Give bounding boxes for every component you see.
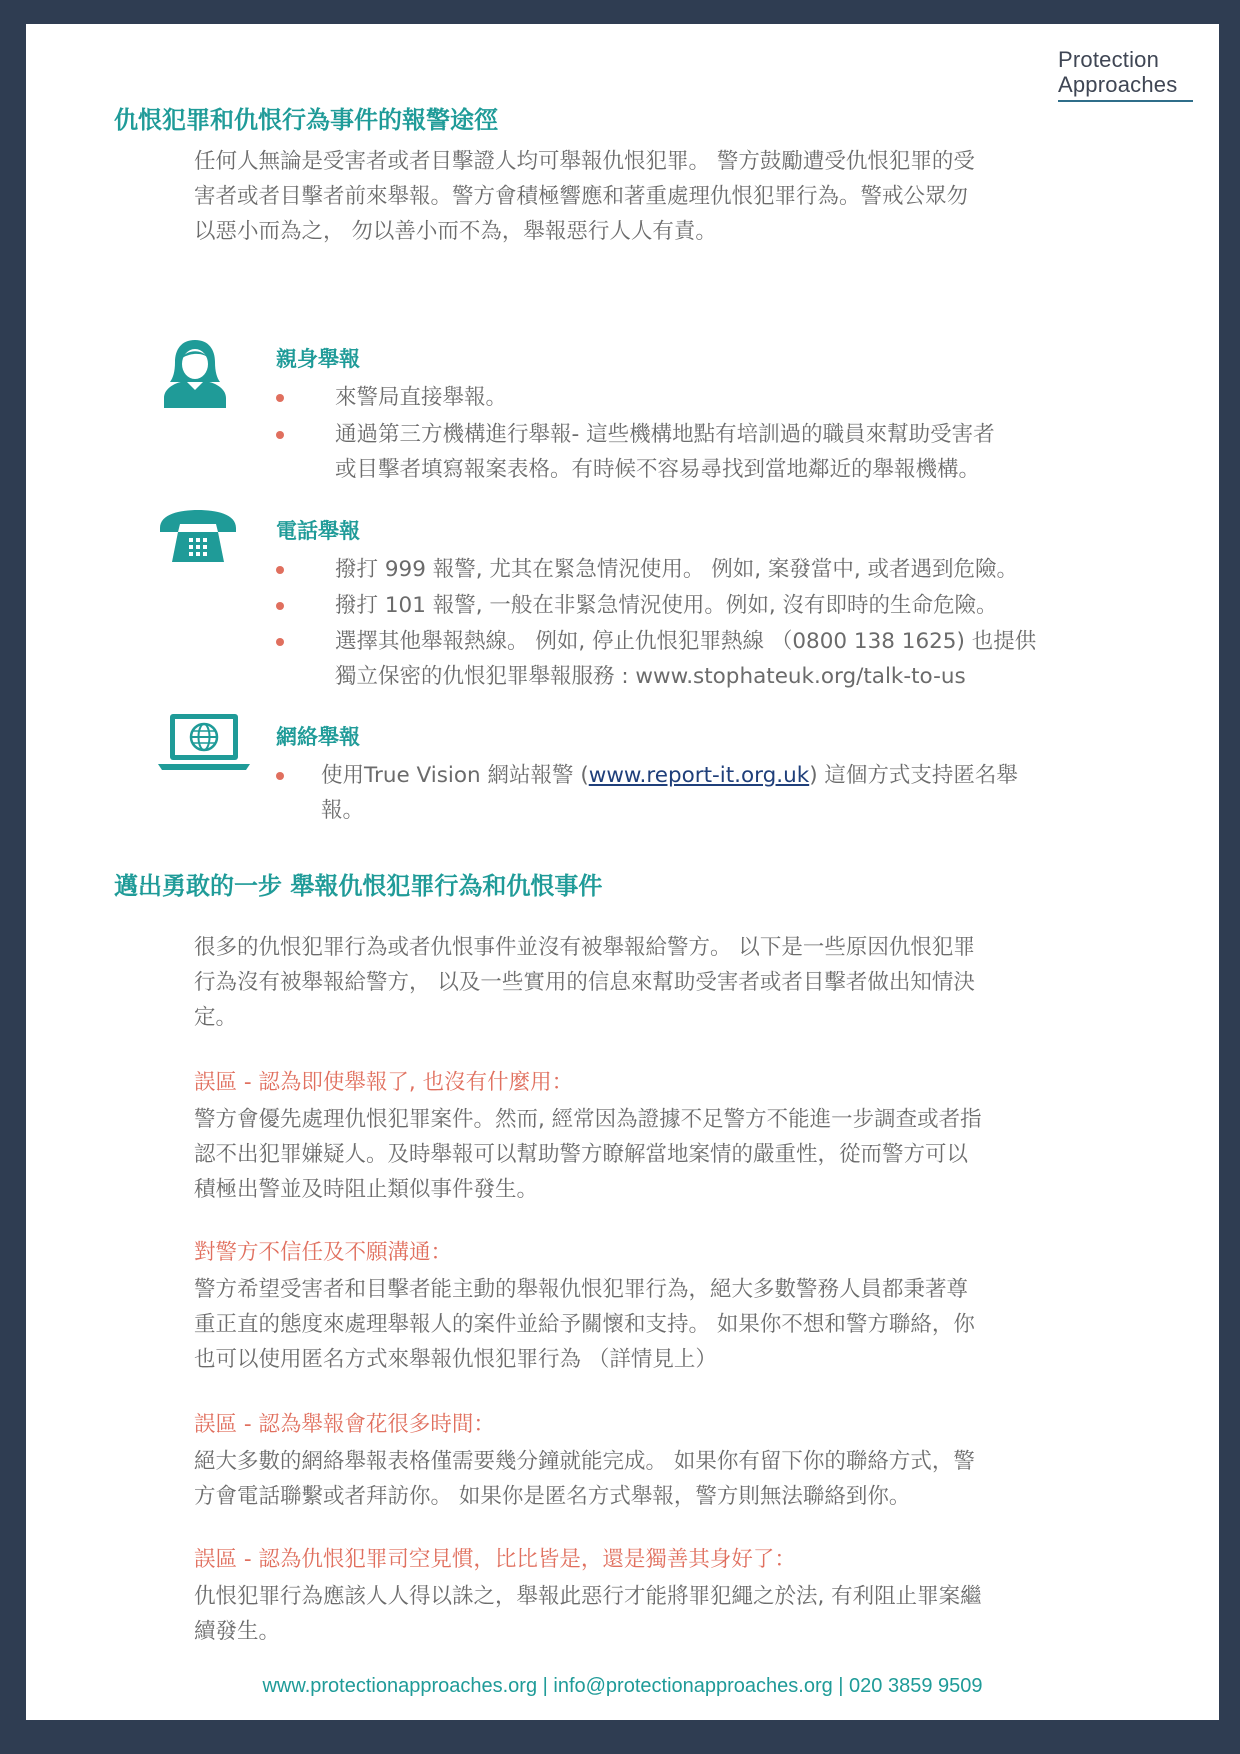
intro-line: 很多的仇恨犯罪行為或者仇恨事件並沒有被舉報給警方。 以下是一些原因仇恨犯罪 xyxy=(194,935,975,960)
bullet-text: 撥打 101 報警, 一般在非緊急情況使用。例如, 沒有即時的生命危險。 xyxy=(335,593,998,618)
bullet-dot xyxy=(276,431,284,439)
online-heading: 網絡舉報 xyxy=(276,725,360,749)
in-person-heading: 親身舉報 xyxy=(276,347,360,371)
myth-line: 重正直的態度來處理舉報人的案件並給予關懷和支持。 如果你不想和警方聯絡，你 xyxy=(194,1312,975,1337)
myth-heading: 誤區 - 認為即使舉報了, 也沒有什麼用： xyxy=(194,1070,574,1095)
bullet-dot xyxy=(276,566,284,574)
document-page xyxy=(26,24,1219,1720)
myth-heading: 誤區 - 認為仇恨犯罪司空見慣，比比皆是，還是獨善其身好了： xyxy=(194,1547,796,1572)
myth-line: 警方會優先處理仇恨犯罪案件。然而, 經常因為證據不足警方不能進一步調查或者指 xyxy=(194,1107,982,1132)
bullet-text: 通過第三方機構進行舉報- 這些機構地點有培訓過的職員來幫助受害者 xyxy=(335,422,995,447)
bullet-text: 選擇其他舉報熱線。 例如, 停止仇恨犯罪熱線 （0800 138 1625) 也提供 xyxy=(335,629,1037,654)
online-text-post: ) 這個方式支持匿名舉 xyxy=(809,763,1018,788)
myth-line: 認不出犯罪嫌疑人。及時舉報可以幫助警方瞭解當地案情的嚴重性，從而警方可以 xyxy=(194,1142,969,1167)
section1-heading: 仇恨犯罪和仇恨行為事件的報警途徑 xyxy=(114,106,498,134)
section1-intro xyxy=(194,144,1074,249)
myth-line: 絕大多數的網絡舉報表格僅需要幾分鐘就能完成。 如果你有留下你的聯絡方式，警 xyxy=(194,1449,975,1474)
laptop-globe-icon xyxy=(158,712,250,772)
bullet-text: 撥打 999 報警, 尤其在緊急情況使用。 例如, 案發當中, 或者遇到危險。 xyxy=(335,557,1019,582)
myth-line: 續發生。 xyxy=(194,1619,281,1644)
phone-heading: 電話舉報 xyxy=(276,519,360,543)
telephone-icon xyxy=(158,508,238,564)
logo-line-1: Protection xyxy=(1058,47,1160,72)
myth-body xyxy=(194,1272,1074,1377)
bullet-text: 獨立保密的仇恨犯罪舉報服務 : www.stophateuk.org/talk-to-us xyxy=(335,664,966,689)
section2-heading: 邁出勇敢的一步 舉報仇恨犯罪行為和仇恨事件 xyxy=(114,872,603,900)
myth-heading: 誤區 - 認為舉報會花很多時間： xyxy=(194,1412,495,1437)
intro-line: 定。 xyxy=(194,1005,238,1030)
report-it-link[interactable]: www.report-it.org.uk xyxy=(588,763,810,788)
bullet-dot xyxy=(276,394,284,402)
intro-line: 害者或者目擊者前來舉報。警方會積極響應和著重處理仇恨犯罪行為。警戒公眾勿 xyxy=(194,184,969,209)
bullet-text: 來警局直接舉報。 xyxy=(335,385,508,410)
myth-line: 警方希望受害者和目擊者能主動的舉報仇恨犯罪行為，絕大多數警務人員都秉著尊 xyxy=(194,1277,969,1302)
bullet-text: 報。 xyxy=(321,798,365,823)
bullet-dot xyxy=(276,638,284,646)
intro-line: 以惡小而為之， 勿以善小而不為，舉報惡行人人有責。 xyxy=(194,219,717,244)
logo-line-2: Approaches xyxy=(1058,72,1178,97)
bullet-dot xyxy=(276,602,284,610)
myth-line: 也可以使用匿名方式來舉報仇恨犯罪行為 （詳情見上） xyxy=(194,1347,717,1372)
logo-underline xyxy=(1058,100,1193,102)
protection-approaches-logo xyxy=(1058,47,1193,102)
footer-contact: www.protectionapproaches.org | info@protectionapproaches.org | 020 3859 9509 xyxy=(262,1675,983,1697)
section2-intro xyxy=(194,930,1074,1035)
myth-heading: 對警方不信任及不願溝通： xyxy=(194,1240,453,1265)
bullet-dot xyxy=(276,772,284,780)
person-icon xyxy=(162,336,228,408)
online-text-pre: 使用True Vision 網站報警 ( xyxy=(321,763,589,788)
bullet-text xyxy=(321,758,1018,793)
myth-body xyxy=(194,1444,1074,1514)
intro-line: 行為沒有被舉報給警方， 以及一些實用的信息來幫助受害者或者目擊者做出知情決 xyxy=(194,970,975,995)
myth-line: 積極出警並及時阻止類似事件發生。 xyxy=(194,1177,539,1202)
myth-body xyxy=(194,1579,1074,1649)
myth-line: 方會電話聯繫或者拜訪你。 如果你是匿名方式舉報，警方則無法聯絡到你。 xyxy=(194,1484,911,1509)
myth-body xyxy=(194,1102,1074,1207)
myth-line: 仇恨犯罪行為應該人人得以誅之，舉報此惡行才能將罪犯繩之於法, 有利阻止罪案繼 xyxy=(194,1584,982,1609)
intro-line: 任何人無論是受害者或者目擊證人均可舉報仇恨犯罪。 警方鼓勵遭受仇恨犯罪的受 xyxy=(194,149,975,174)
bullet-text: 或目擊者填寫報案表格。有時候不容易尋找到當地鄰近的舉報機構。 xyxy=(335,457,981,482)
